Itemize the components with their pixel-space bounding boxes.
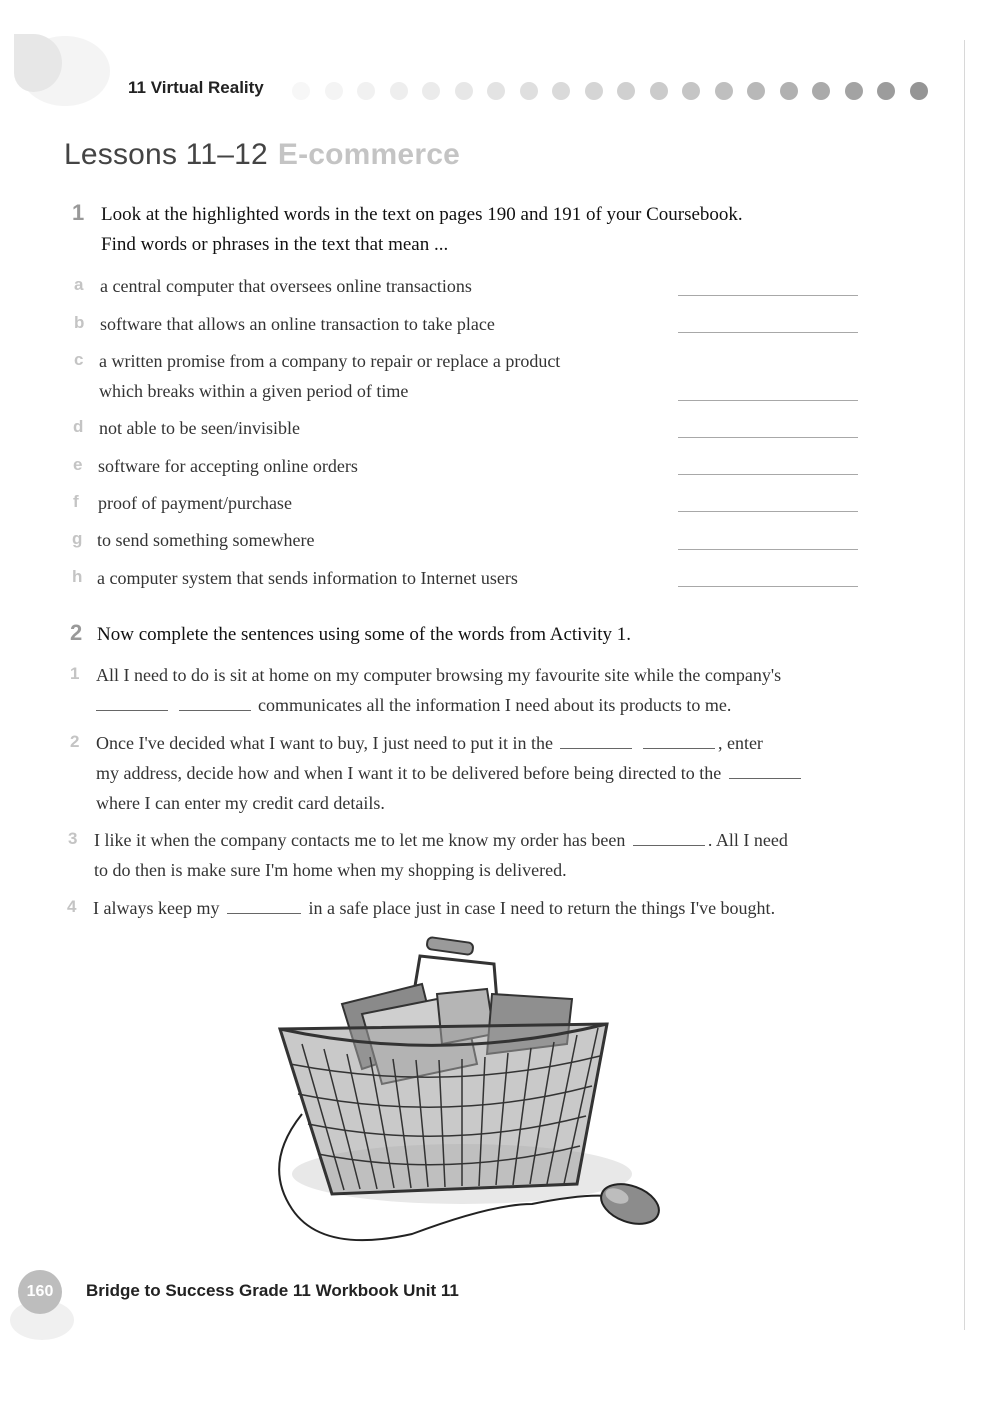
answer-line-g[interactable] — [678, 549, 858, 550]
header-dot — [292, 82, 310, 100]
blank-3[interactable] — [633, 844, 705, 846]
lesson-title — [64, 138, 460, 172]
header-dot — [520, 82, 538, 100]
item-letter-c: c — [74, 350, 84, 369]
activity-2-instruction: Now complete the sentences using some of the words from Activity 1. — [97, 624, 632, 645]
sentence-1-line2 — [96, 690, 731, 720]
header-dot — [455, 82, 473, 100]
activity-1-number: 1 — [72, 200, 85, 225]
activity-2-number: 2 — [70, 620, 83, 645]
answer-line-a[interactable] — [678, 295, 858, 296]
sentence-3-line1 — [94, 825, 788, 855]
item-letter-a: a — [74, 275, 84, 294]
header-dot — [845, 82, 863, 100]
blank-1a[interactable] — [96, 709, 168, 711]
header-dot — [325, 82, 343, 100]
item-letter-h: h — [72, 567, 83, 586]
answer-line-c[interactable] — [678, 400, 858, 401]
header-dot — [747, 82, 765, 100]
book-title: Bridge to Success Grade 11 Workbook Unit 11 — [86, 1281, 459, 1300]
activity-1-instruction-line1: Look at the highlighted words in the text on pages 190 and 191 of your Coursebook. — [101, 204, 743, 225]
item-text-d: not able to be seen/invisible — [99, 418, 300, 438]
sentence-2-line3: where I can enter my credit card details. — [96, 793, 385, 813]
sentence-3-line1-text: I like it when the company contacts me to let me know my order has been — [94, 830, 626, 850]
answer-line-f[interactable] — [678, 511, 858, 512]
sentence-4-text-before: I always keep my — [93, 898, 220, 918]
header-dot — [617, 82, 635, 100]
sentence-4 — [93, 893, 775, 923]
sentence-number-2: 2 — [70, 732, 80, 751]
header-dot — [877, 82, 895, 100]
sentence-1-line2-text: communicates all the information I need about its products to me. — [258, 695, 732, 715]
header-dot — [422, 82, 440, 100]
sentence-2-line1-text: Once I've decided what I want to buy, I just need to put it in the — [96, 733, 553, 753]
page-edge-rule — [964, 40, 965, 1330]
sentence-1-line1: All I need to do is sit at home on my computer browsing my favourite site while the company's — [96, 665, 782, 685]
item-text-a: a central computer that oversees online transactions — [100, 276, 472, 296]
header-dot — [910, 82, 928, 100]
item-text-h: a computer system that sends information to Internet users — [97, 568, 518, 588]
shopping-basket-with-mouse-icon — [262, 934, 672, 1269]
header-dot — [357, 82, 375, 100]
blank-2a[interactable] — [560, 747, 632, 749]
header-dot — [682, 82, 700, 100]
item-letter-g: g — [72, 529, 83, 548]
item-letter-d: d — [73, 417, 84, 436]
header-dot — [552, 82, 570, 100]
sentence-3-line1-end: . All I need — [707, 830, 788, 850]
sentence-4-text-after: in a safe place just in case I need to return the things I've bought. — [308, 898, 776, 918]
activity-1-instruction-line2: Find words or phrases in the text that mean ... — [101, 234, 449, 255]
blank-2b[interactable] — [643, 747, 715, 749]
item-text-c-line1: a written promise from a company to repair or replace a product — [99, 351, 561, 371]
answer-line-h[interactable] — [678, 586, 858, 587]
answer-line-d[interactable] — [678, 437, 858, 438]
header-dot — [487, 82, 505, 100]
header-dot — [812, 82, 830, 100]
sentence-2-line1-end: , enter — [717, 733, 763, 753]
item-letter-e: e — [73, 455, 83, 474]
header-dot — [715, 82, 733, 100]
item-text-b: software that allows an online transaction to take place — [100, 314, 495, 334]
sentence-3-line2: to do then is make sure I'm home when my shopping is delivered. — [94, 860, 567, 880]
page-number: 160 — [18, 1270, 62, 1314]
unit-title: 11 Virtual Reality — [128, 78, 264, 97]
answer-line-b[interactable] — [678, 332, 858, 333]
lesson-topic: E-commerce — [277, 138, 460, 171]
blank-1b[interactable] — [179, 709, 251, 711]
sentence-number-3: 3 — [68, 829, 78, 848]
blank-2c[interactable] — [729, 777, 801, 779]
item-letter-f: f — [73, 492, 79, 511]
header-dot — [650, 82, 668, 100]
sentence-2-line1 — [96, 728, 763, 758]
header-dot — [390, 82, 408, 100]
sentence-number-1: 1 — [70, 664, 80, 683]
header-dot — [585, 82, 603, 100]
answer-line-e[interactable] — [678, 474, 858, 475]
sentence-2-line2 — [96, 758, 804, 788]
sentence-number-4: 4 — [67, 897, 77, 916]
lesson-label: Lessons 11–12 — [64, 138, 268, 171]
item-text-c-line2: which breaks within a given period of time — [99, 381, 409, 401]
blank-4[interactable] — [227, 912, 301, 914]
item-text-e: software for accepting online orders — [98, 456, 358, 476]
header-dot — [780, 82, 798, 100]
item-text-g: to send something somewhere — [97, 530, 315, 550]
item-text-f: proof of payment/purchase — [98, 493, 292, 513]
sentence-2-line2-text: my address, decide how and when I want it to be delivered before being directed to the — [96, 763, 722, 783]
item-letter-b: b — [74, 313, 85, 332]
